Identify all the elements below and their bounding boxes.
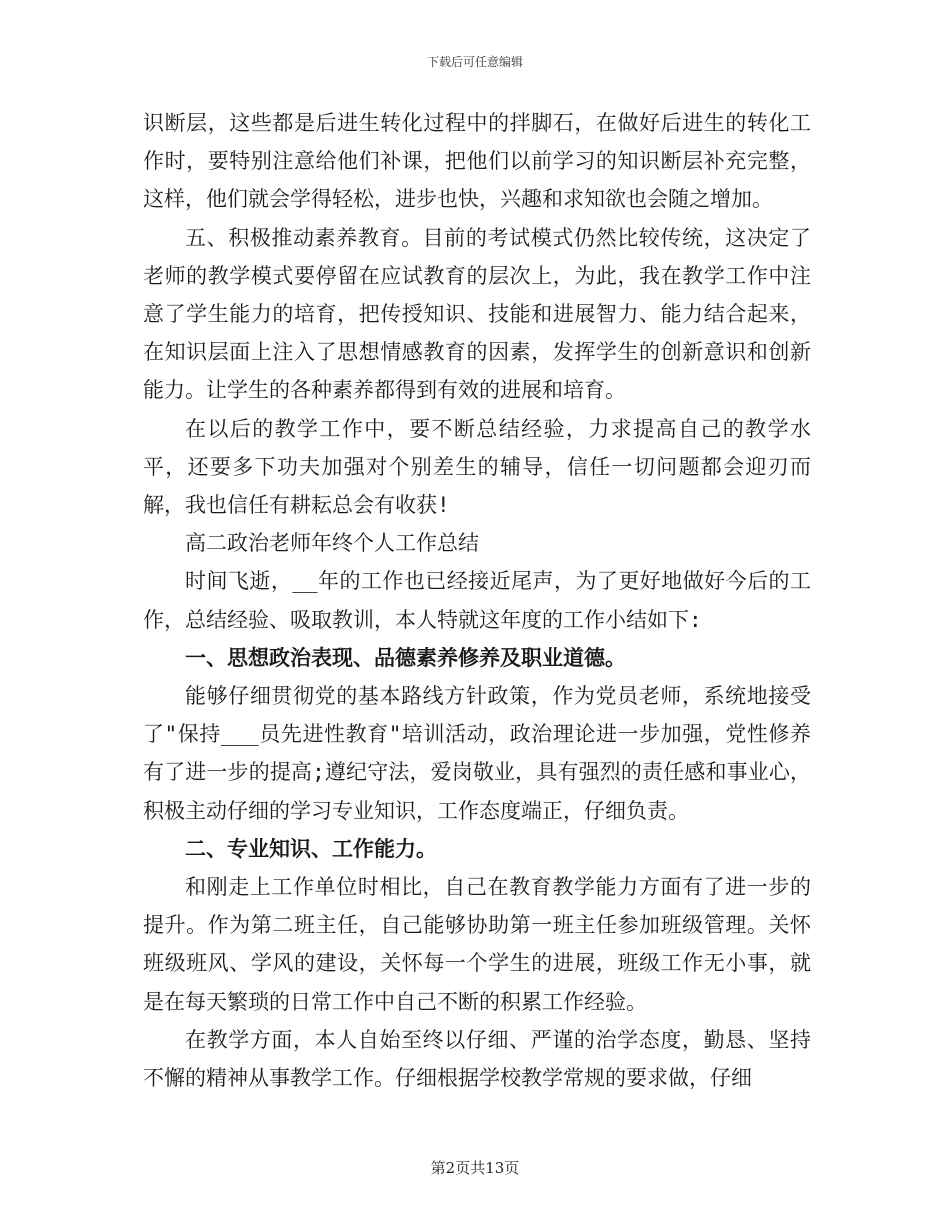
paragraph-section-one: 能够仔细贯彻党的基本路线方针政策，作为党员老师，系统地接受了"保持___员先进性教育"培训活动，政治理论进一步加强，党性修养有了进一步的提高;遵纪守法，爱岗敬业，具有强烈的责任感和事业心，积极主动仔细的学习专业知识，工作态度端正，仔细负责。 — [143, 684, 811, 823]
paragraph-intro: 时间飞逝，__年的工作也已经接近尾声，为了更好地做好今后的工作，总结经验、吸取教训，本人特就这年度的工作小结如下: — [143, 569, 811, 632]
document-title: 高二政治老师年终个人工作总结 — [185, 531, 479, 556]
paragraph-section-five: 五、积极推动素养教育。目前的考试模式仍然比较传统，这决定了老师的教学模式要停留在应试教育的层次上，为此，我在教学工作中注意了学生能力的培育，把传授知识、技能和进展智力、能力结合起来，在知识层面上注入了思想情感教育的因素，发挥学生的创新意识和创新能力。让学生的各种素养都得到有效的进展和培育。 — [143, 225, 811, 403]
page-number: 第2页共13页 — [430, 1159, 520, 1177]
paragraph-teaching: 在教学方面，本人自始至终以仔细、严谨的治学态度，勤恳、坚持不懈的精神从事教学工作。仔细根据学校教学常规的要求做，仔细 — [143, 1027, 811, 1091]
paragraph-continuation: 识断层，这些都是后进生转化过程中的拌脚石，在做好后进生的转化工作时，要特别注意给他们补课，把他们以前学习的知识断层补充完整，这样，他们就会学得轻松，进步也快，兴趣和求知欲也会随之增加。 — [143, 111, 811, 212]
page-header: 下载后可任意编辑 — [426, 55, 523, 69]
section-heading-two: 二、专业知识、工作能力。 — [185, 836, 437, 861]
paragraph-closing: 在以后的教学工作中，要不断总结经验，力求提高自己的教学水平，还要多下功夫加强对个别差生的辅导，信任一切问题都会迎刃而解，我也信任有耕耘总会有收获! — [143, 416, 811, 518]
document-body — [143, 104, 811, 1097]
section-heading-one: 一、思想政治表现、品德素养修养及职业道德。 — [185, 645, 626, 670]
paragraph-section-two: 和刚走上工作单位时相比，自己在教育教学能力方面有了进一步的提升。作为第二班主任，自己能够协助第一班主任参加班级管理。关怀班级班风、学风的建设，关怀每一个学生的进展，班级工作无小事，就是在每天繁琐的日常工作中自己不断的积累工作经验。 — [143, 875, 811, 1014]
